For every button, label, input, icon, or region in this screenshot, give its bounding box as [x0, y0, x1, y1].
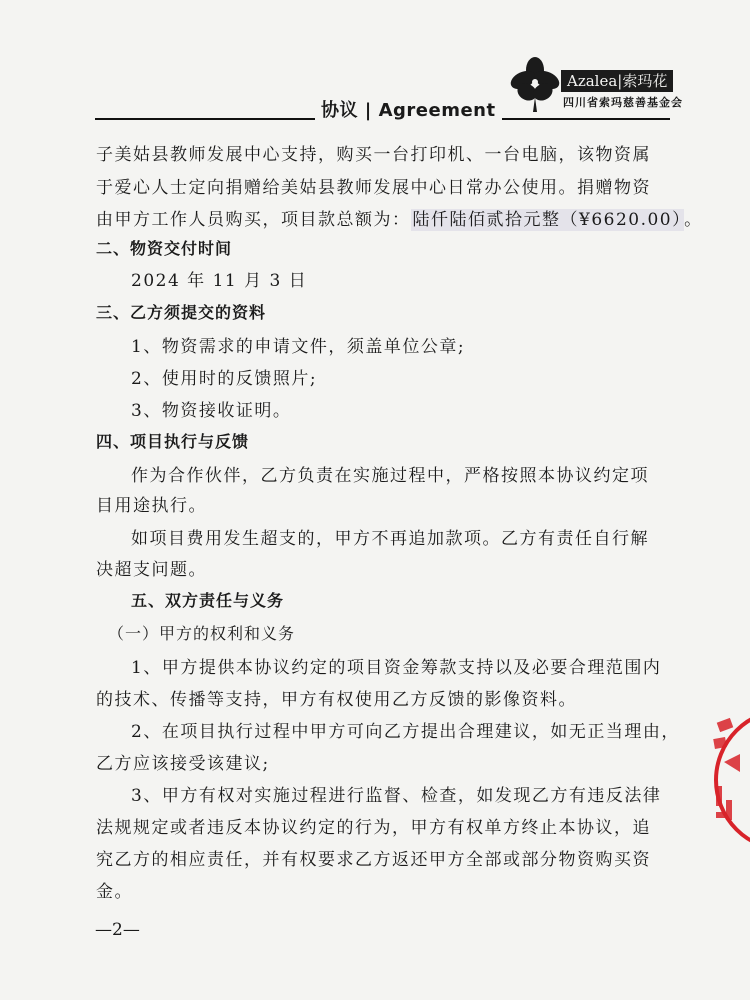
logo-org-name: 四川省索玛慈善基金会 — [563, 96, 683, 109]
paragraph-line: 究乙方的相应责任，并有权要求乙方返还甲方全部或部分物资购买资 — [96, 850, 651, 870]
paragraph-line: 如项目费用发生超支的，甲方不再追加款项。乙方有责任自行解 — [131, 529, 649, 549]
paragraph-line-amount — [96, 205, 703, 230]
section-heading: 三、乙方须提交的资料 — [96, 303, 267, 322]
amount-prefix: 由甲方工作人员购买，项目款总额为： — [96, 210, 411, 230]
paragraph-line: 金。 — [96, 882, 133, 902]
official-seal-stamp — [706, 700, 750, 860]
subsection-heading: （一）甲方的权利和义务 — [108, 624, 296, 643]
paragraph-line: 2、在项目执行过程中甲方可向乙方提出合理建议，如无正当理由， — [131, 722, 680, 742]
paragraph-line: 1、甲方提供本协议约定的项目资金筹款支持以及必要合理范围内 — [131, 658, 662, 678]
azalea-flower-icon — [505, 52, 565, 112]
amount-highlight: 陆仟陆佰贰拾元整（¥6620.00） — [412, 210, 683, 230]
paragraph-line: 决超支问题。 — [96, 560, 207, 580]
section-heading: 四、项目执行与反馈 — [96, 432, 250, 451]
paragraph-line: 乙方应该接受该建议; — [96, 754, 270, 774]
page-number: —2— — [95, 920, 140, 940]
paragraph-line: 的技术、传播等支持，甲方有权使用乙方反馈的影像资料。 — [96, 690, 577, 710]
paragraph-line: 作为合作伙伴，乙方负责在实施过程中，严格按照本协议约定项 — [131, 466, 649, 486]
paragraph-line: 目用途执行。 — [96, 496, 207, 516]
paragraph-line: 3、甲方有权对实施过程进行监督、检查，如发现乙方有违反法律 — [131, 786, 662, 806]
section-heading: 五、双方责任与义务 — [131, 591, 285, 610]
logo-brand-bar: Azalea|索玛花 — [561, 70, 673, 92]
organization-logo — [505, 52, 683, 112]
list-item: 3、物资接收证明。 — [131, 401, 292, 421]
delivery-date: 2024 年 11 月 3 日 — [131, 271, 308, 291]
header-title: 协议 | Agreement — [315, 96, 502, 122]
amount-suffix: 。 — [684, 210, 703, 230]
paragraph-line: 子美姑县教师发展中心支持，购买一台打印机、一台电脑，该物资属 — [96, 145, 651, 165]
list-item: 2、使用时的反馈照片; — [131, 369, 318, 389]
list-item: 1、物资需求的申请文件，须盖单位公章; — [131, 337, 466, 357]
paragraph-line: 法规规定或者违反本协议约定的行为，甲方有权单方终止本协议，追 — [96, 818, 651, 838]
section-heading: 二、物资交付时间 — [96, 239, 233, 258]
paragraph-line: 于爱心人士定向捐赠给美姑县教师发展中心日常办公使用。捐赠物资 — [96, 178, 651, 198]
